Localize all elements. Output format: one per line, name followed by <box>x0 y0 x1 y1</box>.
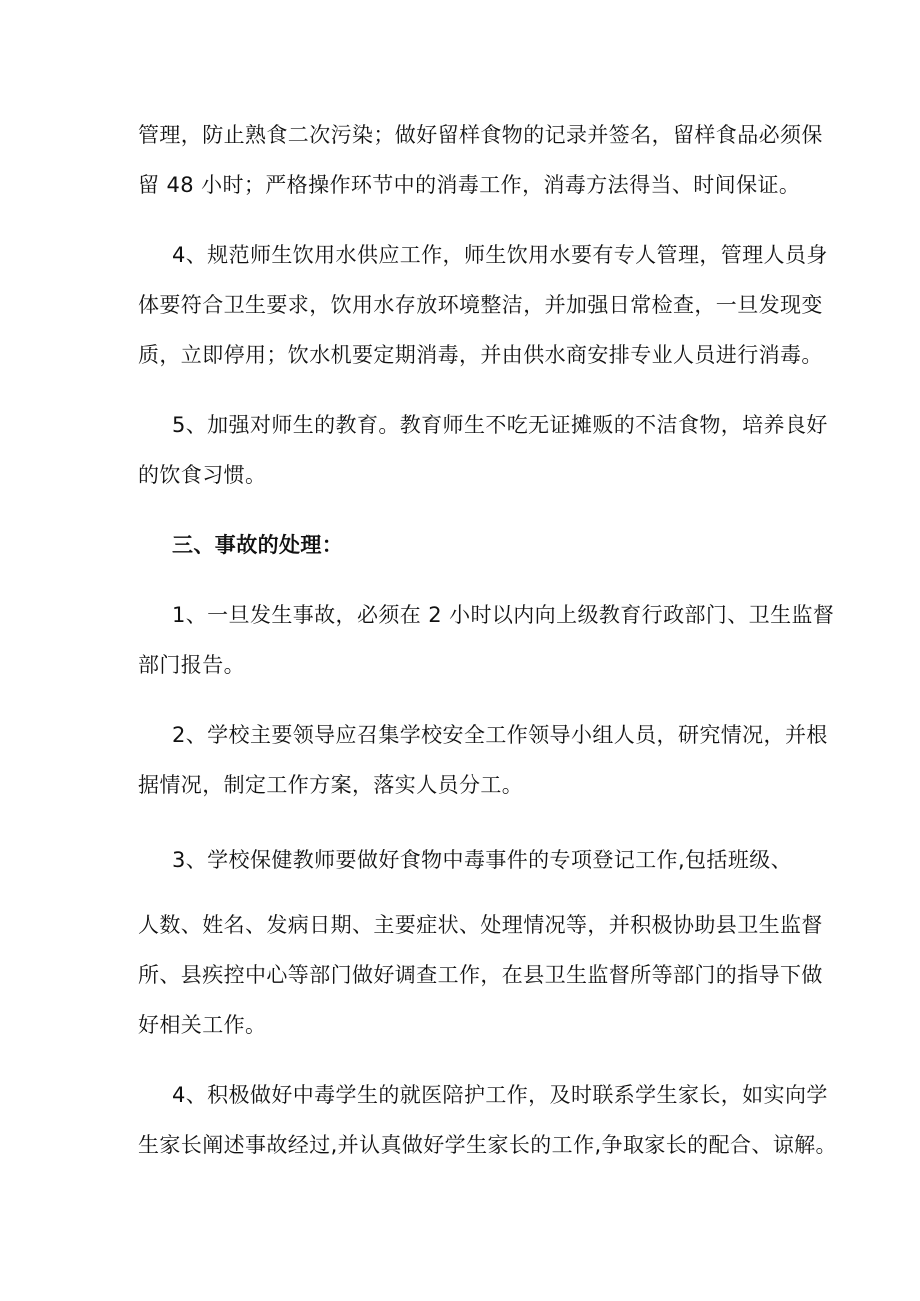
text-line: 据情况，制定工作方案，落实人员分工。 <box>138 773 524 797</box>
section-title: 三、事故的处理： <box>172 533 344 557</box>
text-line: 生家长阐述事故经过,并认真做好学生家长的工作,争取家长的配合、谅解。 <box>138 1133 837 1157</box>
text-line: 5、加强对师生的教育。教育师生不吃无证摊贩的不洁食物，培养良好 <box>172 413 828 437</box>
text-line: 4、积极做好中毒学生的就医陪护工作，及时联系学生家长，如实向学 <box>172 1083 828 1107</box>
text-line: 的饮食习惯。 <box>138 463 267 487</box>
text-line: 体要符合卫生要求，饮用水存放环境整洁，并加强日常检查，一旦发现变 <box>138 293 823 317</box>
text-line: 4、规范师生饮用水供应工作，师生饮用水要有专人管理，管理人员身 <box>172 243 828 267</box>
text-line: 好相关工作。 <box>138 1013 267 1037</box>
text-line: 部门报告。 <box>138 653 245 677</box>
text-line: 所、县疾控中心等部门做好调查工作，在县卫生监督所等部门的指导下做 <box>138 963 823 987</box>
text-line: 留 48 小时；严格操作环节中的消毒工作，消毒方法得当、时间保证。 <box>138 173 801 197</box>
text-line: 1、一旦发生事故，必须在 2 小时以内向上级教育行政部门、卫生监督 <box>172 603 835 627</box>
text-line: 人数、姓名、发病日期、主要症状、处理情况等，并积极协助县卫生监督 <box>138 913 823 937</box>
text-line: 3、学校保健教师要做好食物中毒事件的专项登记工作,包括班级、 <box>172 848 793 872</box>
text-line: 质，立即停用；饮水机要定期消毒，并由供水商安排专业人员进行消毒。 <box>138 343 823 367</box>
text-line: 管理，防止熟食二次污染；做好留样食物的记录并签名，留样食品必须保 <box>138 123 823 147</box>
text-line: 2、学校主要领导应召集学校安全工作领导小组人员，研究情况，并根 <box>172 723 828 747</box>
